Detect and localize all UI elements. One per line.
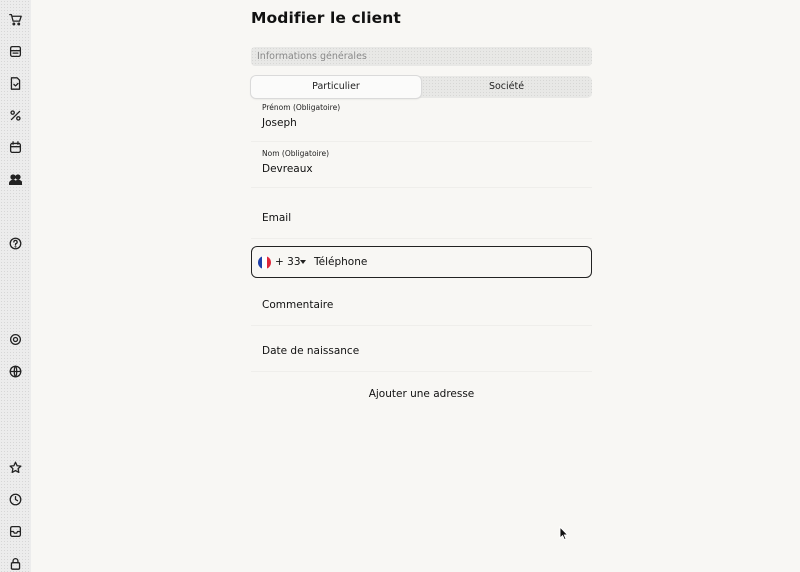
help-icon[interactable]: [8, 236, 22, 250]
chevron-down-icon[interactable]: [300, 260, 306, 264]
register-icon[interactable]: [8, 44, 22, 58]
dial-code-select[interactable]: + 33: [275, 256, 301, 268]
section-header: Informations générales: [251, 47, 592, 66]
last-name-input[interactable]: Devreaux: [262, 163, 313, 175]
globe-icon[interactable]: [8, 364, 22, 378]
first-name-field[interactable]: [251, 100, 592, 142]
last-name-label: Nom (Obligatoire): [262, 149, 330, 158]
sidebar: [0, 0, 31, 572]
star-icon[interactable]: [8, 460, 22, 474]
lock-icon[interactable]: [8, 556, 22, 570]
add-address-button[interactable]: Ajouter une adresse: [368, 388, 475, 400]
customer-type-tabs: [251, 76, 592, 98]
email-field[interactable]: [251, 197, 592, 239]
email-input[interactable]: Email: [262, 212, 292, 224]
cart-icon[interactable]: [8, 12, 22, 26]
phone-input[interactable]: Téléphone: [314, 256, 368, 268]
inbox-icon[interactable]: [8, 524, 22, 538]
percent-icon[interactable]: [8, 108, 22, 122]
calendar-edit-icon[interactable]: [8, 140, 22, 154]
birthdate-input[interactable]: Date de naissance: [262, 345, 360, 357]
clock-icon[interactable]: [8, 492, 22, 506]
settings-icon[interactable]: [8, 332, 22, 346]
tab-individual[interactable]: Particulier: [251, 76, 421, 98]
mouse-cursor-icon: [559, 526, 569, 541]
phone-field[interactable]: [251, 246, 592, 278]
france-flag-icon[interactable]: [258, 256, 271, 269]
comment-field[interactable]: [251, 284, 592, 326]
first-name-label: Prénom (Obligatoire): [262, 103, 341, 112]
users-icon[interactable]: [8, 172, 22, 186]
tab-company[interactable]: Société: [488, 81, 525, 92]
last-name-field[interactable]: [251, 146, 592, 188]
comment-input[interactable]: Commentaire: [262, 299, 334, 311]
birthdate-field[interactable]: [251, 330, 592, 372]
document-icon[interactable]: [8, 76, 22, 90]
first-name-input[interactable]: Joseph: [262, 117, 297, 129]
page-title: Modifier le client: [251, 9, 401, 27]
